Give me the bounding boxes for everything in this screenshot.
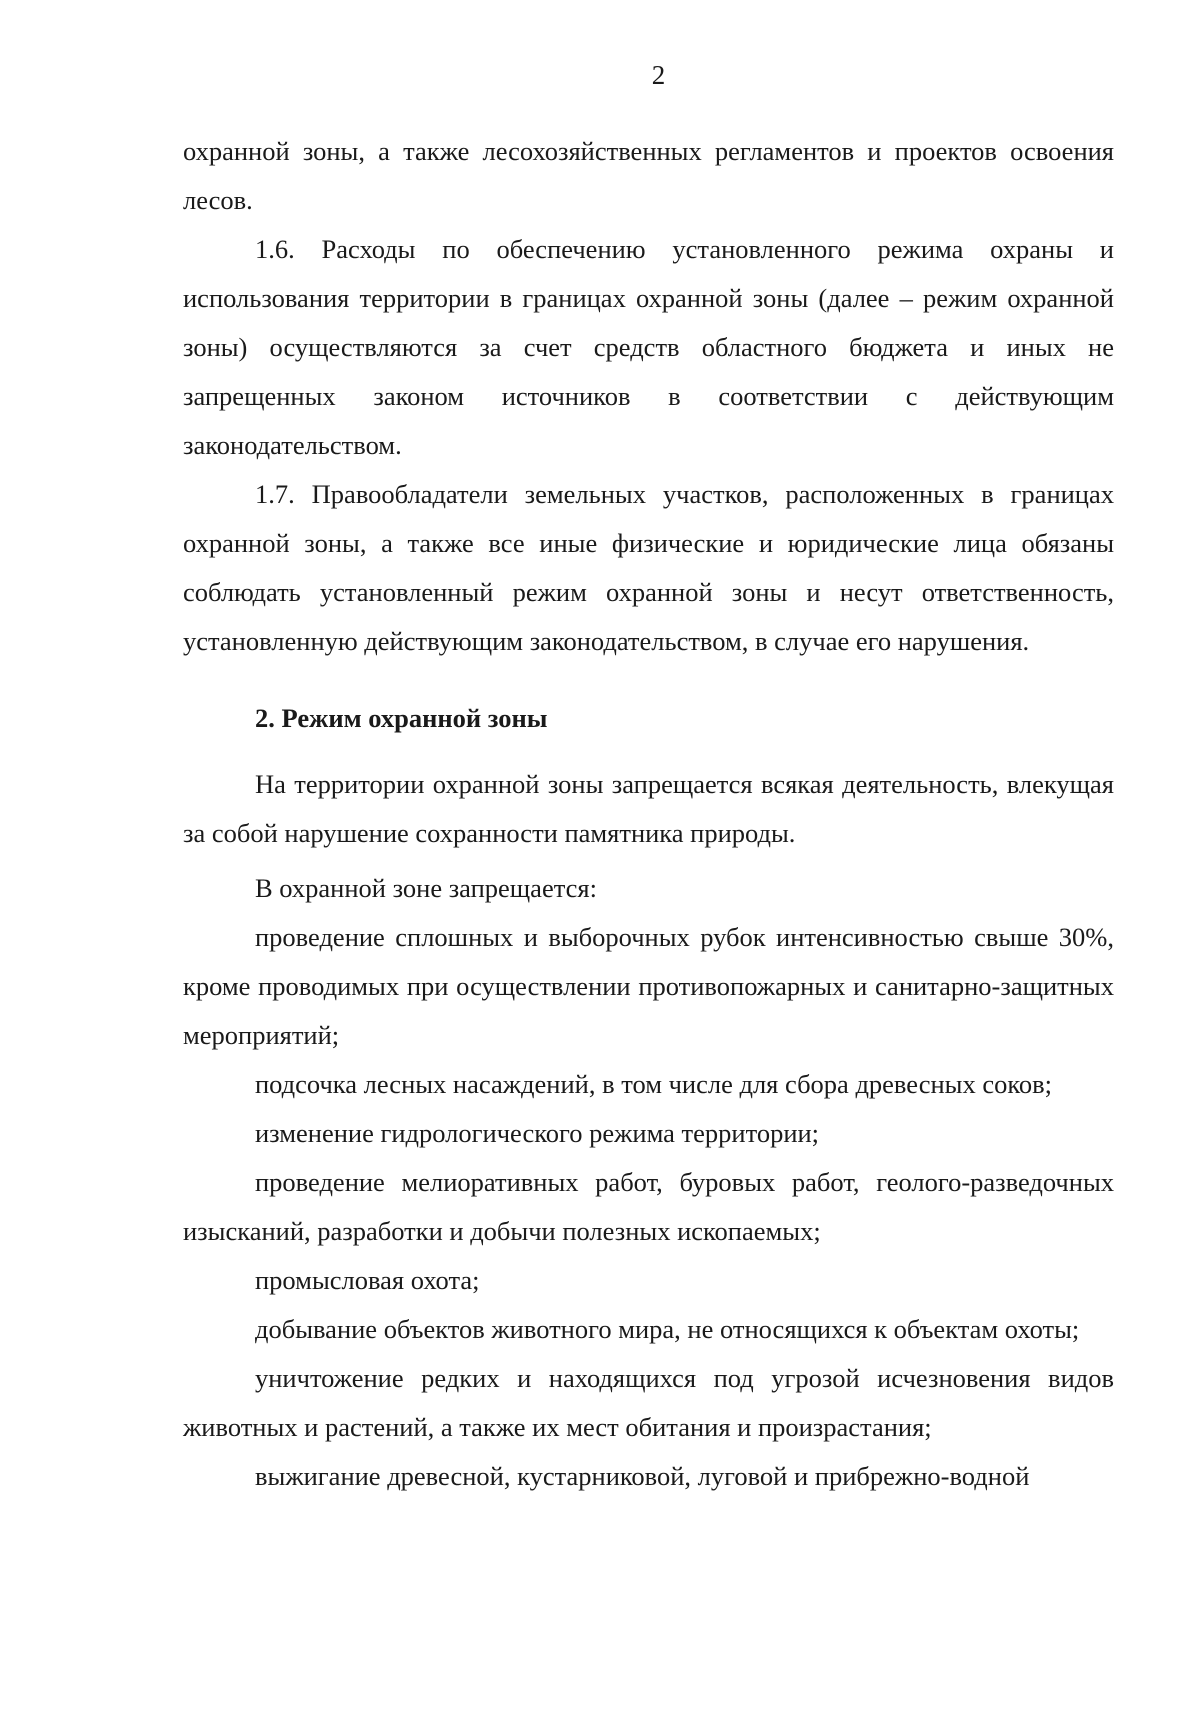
prohibitions-list <box>183 913 1114 1501</box>
list-item: промысловая охота; <box>255 1265 480 1295</box>
section-heading: 2. Режим охранной зоны <box>255 703 548 733</box>
section-intro: На территории охранной зоны запрещается всякая деятельность, влекущая за собой нарушение сохранности памятника природы. <box>183 769 1114 848</box>
list-intro: В охранной зоне запрещается: <box>255 873 597 903</box>
paragraph-1-7: 1.7. Правообладатели земельных участков, расположенных в границах охранной зоны, а также все иные физические и юридические лица обязаны соблюдать установленный режим охранной зоны и несут ответственность, установленную действующим законодательством, в случае его нарушения. <box>183 479 1114 656</box>
list-item: уничтожение редких и находящихся под угрозой исчезновения видов животных и растений, а также их мест обитания и произрастания; <box>183 1363 1114 1442</box>
list-item: выжигание древесной, кустарниковой, луговой и прибрежно-водной <box>255 1461 1030 1491</box>
list-item: проведение сплошных и выборочных рубок интенсивностью свыше 30%, кроме проводимых при осуществлении противопожарных и санитарно-защитных мероприятий; <box>183 922 1114 1050</box>
list-item: добывание объектов животного мира, не относящихся к объектам охоты; <box>255 1314 1080 1344</box>
list-item: проведение мелиоративных работ, буровых работ, геолого-разведочных изысканий, разработки и добычи полезных ископаемых; <box>183 1167 1114 1246</box>
paragraph-continuation: охранной зоны, а также лесохозяйственных регламентов и проектов освоения лесов. <box>183 136 1114 215</box>
list-item: изменение гидрологического режима территории; <box>255 1118 820 1148</box>
list-item: подсочка лесных насаждений, в том числе для сбора древесных соков; <box>255 1069 1053 1099</box>
page-number: 2 <box>651 60 666 90</box>
paragraph-1-6: 1.6. Расходы по обеспечению установленного режима охраны и использования территории в границах охранной зоны (далее – режим охранной зоны) осуществляются за счет средств областного бюджета и иных не запрещенных законом источников в соответствии с действующим законодательством. <box>183 234 1114 460</box>
